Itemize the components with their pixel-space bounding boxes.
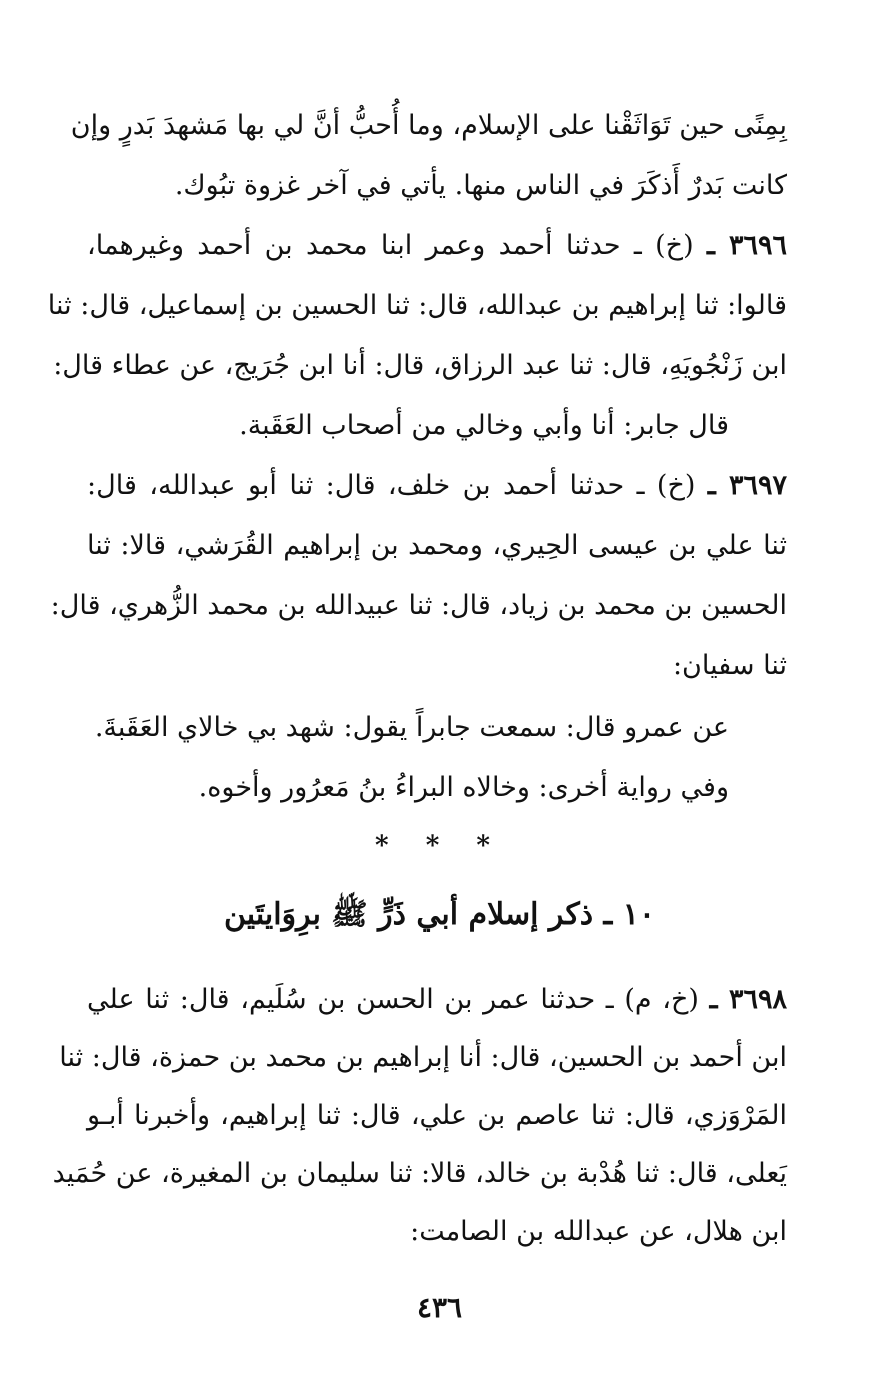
text-line: يَعلى، قال: ثنا هُدْبة بن خالد، قالا: ثنا سليمان بن المغيرة، عن حُمَيد [52,1158,787,1189]
text-line: عن عمرو قال: سمعت جابراً يقول: شهد بي خالاي العَقَبةَ. [94,712,729,743]
text-line: ابن أحمد بن الحسين، قال: أنا إبراهيم بن محمد بن حمزة، قال: ثنا [59,1042,787,1073]
text-line: بِمِنًى حين تَوَاثَقْنا على الإسلام، وما أُحبُّ أنَّ لي بها مَشهدَ بَدرٍ وإن [70,110,787,141]
hadith-3698-line-1 [87,980,787,1020]
text-line: قال جابر: أنا وأبي وخالي من أصحاب العَقَبة. [239,410,729,441]
hadith-text: (خ) ـ حدثنا أحمد وعمر ابنا محمد بن أحمد وغيرهما، [87,230,694,261]
hadith-number: ٣٦٩٦ ـ [706,230,787,261]
section-heading: ١٠ ـ ذكر إسلام أبي ذَرٍّ ﷺ برِوَايتَين [223,897,656,932]
hadith-text: (خ، م) ـ حدثنا عمر بن الحسن بن سُلَيم، قال: ثنا علي [87,984,699,1015]
hadith-3697-line-1 [87,466,787,506]
text-line: ثنا علي بن عيسى الحِيري، ومحمد بن إبراهيم القُرَشي، قالا: ثنا [87,530,787,561]
hadith-number: ٣٦٩٨ ـ [709,984,787,1015]
text-line: ثنا سفيان: [672,650,787,681]
text-line: ابن زَنْجُويَهِ، قال: ثنا عبد الرزاق، قال: أنا ابن جُرَيج، عن عطاء قال: [53,350,787,381]
text-line: وفي رواية أخرى: وخالاه البراءُ بنُ مَعرُور وأخوه. [198,772,729,803]
text-line: كانت بَدرٌ أَذكَرَ في الناس منها. يأتي في آخر غزوة تبُوك. [174,170,787,201]
text-line: قالوا: ثنا إبراهيم بن عبدالله، قال: ثنا الحسين بن إسماعيل، قال: ثنا [47,290,787,321]
text-line: ابن هلال، عن عبدالله بن الصامت: [410,1216,787,1247]
hadith-number: ٣٦٩٧ ـ [707,470,787,501]
page-number: ٤٣٦ [416,1291,463,1324]
text-line: الحسين بن محمد بن زياد، قال: ثنا عبيدالله بن محمد الزُّهري، قال: [50,590,787,621]
text-line: المَرْوَزي، قال: ثنا عاصم بن علي، قال: ثنا إبراهيم، وأخبرنا أبـو [87,1100,787,1131]
hadith-3696-line-1 [87,226,787,266]
section-separator: * * * [375,831,504,861]
hadith-text: (خ) ـ حدثنا أحمد بن خلف، قال: ثنا أبو عبدالله، قال: [87,470,696,501]
